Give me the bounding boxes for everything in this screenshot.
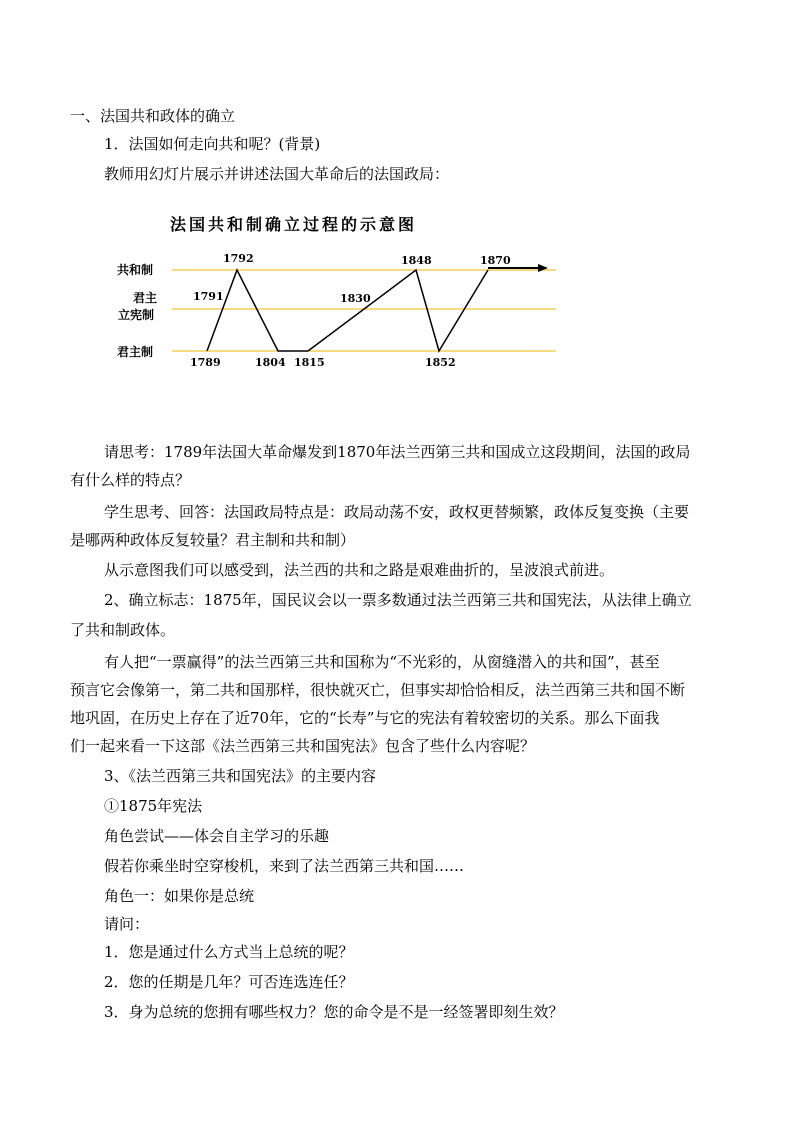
section-heading: 一、法国共和政体的确立 <box>70 107 236 125</box>
year-label-1804: 1804 <box>255 356 286 369</box>
paragraph-onevote-4: 们一起来看一下这部《法兰西第三共和国宪法》包含了些什么内容呢？ <box>70 737 536 755</box>
time-machine-text: 假若你乘坐时空穿梭机，来到了法兰西第三共和国…… <box>104 857 465 875</box>
intro-text: 教师用幻灯片展示并讲述法国大革命后的法国政局： <box>104 165 450 183</box>
paragraph-onevote-2: 预言它会像第一，第二共和国那样，很快就灭亡，但事实却恰恰相反，法兰西第三共和国不断 <box>70 681 686 699</box>
role-play-title: 角色尝试——体会自主学习的乐趣 <box>104 827 330 845</box>
paragraph-establish-2: 了共和制政体。 <box>70 621 176 639</box>
level-label-monarchy: 君主制 <box>117 345 154 359</box>
paragraph-onevote-1: 有人把“一票赢得”的法兰西第三共和国称为“不光彩的，从窗缝潜入的共和国”，甚至 <box>104 653 660 671</box>
subsection-constitution: 3、《法兰西第三共和国宪法》的主要内容 <box>104 767 377 785</box>
year-label-1870: 1870 <box>480 254 511 267</box>
level-label-republic: 共和制 <box>117 263 154 277</box>
question-1: 1．您是通过什么方式当上总统的呢？ <box>104 943 354 961</box>
role-one-text: 角色一：如果你是总统 <box>104 887 255 905</box>
paragraph-onevote-3: 地巩固，在历史上存在了近70年，它的“长寿”与它的宪法有着较密切的关系。那么下面我 <box>70 709 660 727</box>
paragraph-answer-2: 是哪两种政体反复较量？君主制和共和制） <box>70 531 356 549</box>
year-label-1791: 1791 <box>193 290 224 303</box>
year-label-1815: 1815 <box>294 356 325 369</box>
level-label-constitutional-2: 立宪制 <box>118 308 155 322</box>
paragraph-wave: 从示意图我们可以感受到，法兰西的共和之路是艰难曲折的，呈波浪式前进。 <box>104 561 615 579</box>
paragraph-think-1: 请思考：1789年法国大革命爆发到1870年法兰西第三共和国成立这段期间，法国的政局 <box>104 443 691 461</box>
year-label-1848: 1848 <box>401 254 432 267</box>
year-label-1789: 1789 <box>190 356 221 369</box>
year-label-1830: 1830 <box>340 292 371 305</box>
question-prompt: 请问： <box>104 915 150 933</box>
regime-arrow-head <box>538 264 548 272</box>
constitution-1875: ①1875年宪法 <box>104 797 203 815</box>
subsection-title: 1．法国如何走向共和呢？(背景) <box>104 135 321 153</box>
regime-path <box>207 270 488 351</box>
paragraph-answer-1: 学生思考、回答：法国政局特点是：政局动荡不安，政权更替频繁，政体反复变换（主要 <box>104 503 690 521</box>
paragraph-think-2: 有什么样的特点？ <box>70 471 191 489</box>
question-2: 2．您的任期是几年？可否连选连任？ <box>104 973 354 991</box>
diagram-title: 法国共和制确立过程的示意图 <box>170 215 418 234</box>
question-3: 3．身为总统的您拥有哪些权力？您的命令是不是一经签署即刻生效？ <box>104 1003 564 1021</box>
year-label-1792: 1792 <box>223 252 254 265</box>
level-label-constitutional-1: 君主 <box>133 291 158 305</box>
paragraph-establish-1: 2、确立标志：1875年，国民议会以一票多数通过法兰西第三共和国宪法，从法律上确立 <box>104 591 692 609</box>
year-label-1852: 1852 <box>425 356 456 369</box>
